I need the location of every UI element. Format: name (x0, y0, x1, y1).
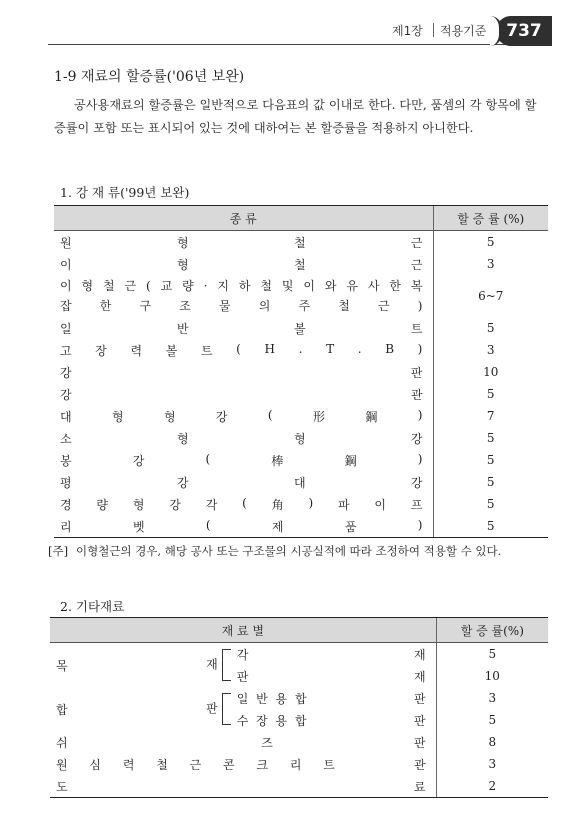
sheet-c: 판 (414, 735, 426, 750)
steel-rate: 10 (433, 361, 548, 383)
steel-kind-line2: 잡 한 구 조 물 의 주 철 근 ) (60, 299, 423, 313)
steel-kind: 평 강 대 강 (60, 475, 423, 490)
steel-kind-line1: 이 형 철 근 ( 교 량 · 지 하 철 및 이 와 유 사 한 복 (60, 279, 423, 293)
steel-rate: 5 (433, 231, 548, 254)
ply-rate2: 5 (436, 709, 548, 731)
other-table (50, 617, 548, 798)
steel-kind: 리 벳 ( 제 품 ) (60, 517, 423, 534)
steel-row (54, 471, 548, 493)
ply-sub1: 일 반 용 합 (236, 691, 309, 706)
steel-rate: 5 (433, 449, 548, 471)
wood-mid: 재 (120, 643, 235, 688)
steel-rate: 3 (433, 253, 548, 275)
steel-heading: 1. 강 재 류('99년 보완) (60, 185, 190, 200)
paint-c: 료 (414, 775, 436, 798)
steel-rate: 3 (433, 339, 548, 361)
note-label: [주] (48, 544, 69, 558)
paint-rate: 2 (436, 775, 548, 798)
sheet-a: 쉬 (56, 735, 68, 750)
steel-row (54, 253, 548, 275)
wood-sub1: 각 (236, 647, 249, 662)
steel-rate: 5 (433, 493, 548, 515)
other-col-kind: 재 료 별 (50, 618, 436, 643)
other-col-rate: 할 증 률(%) (436, 618, 548, 643)
steel-kind: 봉 강 ( 棒 鋼 ) (60, 451, 423, 468)
steel-row (54, 383, 548, 405)
ply-end1: 판 (414, 691, 426, 706)
section-title: 1-9 재료의 할증률('06년 보완) (54, 69, 245, 85)
steel-kind: 소 형 형 강 (60, 431, 423, 446)
steel-kind: 대 형 형 강 ( 形 鋼 ) (60, 407, 423, 424)
pipe-rate: 3 (436, 753, 548, 775)
wood-name: 목 (56, 658, 68, 673)
steel-row (54, 515, 548, 538)
header-chapter: 제1장 (392, 24, 423, 38)
steel-row (54, 317, 548, 339)
steel-rate: 6~7 (433, 275, 548, 317)
steel-rate: 5 (433, 427, 548, 449)
wood-sub2: 판 (236, 669, 249, 684)
steel-rate: 5 (433, 471, 548, 493)
ply-sub2: 수 장 용 합 (236, 713, 309, 728)
steel-rate: 7 (433, 405, 548, 427)
steel-kind: 강 관 (60, 387, 423, 402)
ply-name: 합 (56, 702, 68, 717)
wood-rate1: 5 (436, 643, 548, 666)
wood-end2: 재 (414, 669, 426, 684)
steel-table (54, 205, 548, 538)
steel-row (54, 405, 548, 427)
wood-rate2: 10 (436, 665, 548, 687)
sheet-rate: 8 (436, 731, 548, 753)
bracket-icon (222, 693, 231, 725)
steel-rate: 5 (433, 383, 548, 405)
header-section: 적용기준 (440, 24, 487, 38)
page-number: 737 (496, 16, 552, 46)
paint-a: 도 (50, 775, 120, 798)
steel-rate: 5 (433, 515, 548, 538)
steel-kind: 고 장 력 볼 트 ( H . T . B ) (60, 341, 423, 358)
steel-col-rate: 할 증 률 (%) (433, 206, 548, 231)
note-text: 이형철근의 경우, 해당 공사 또는 구조물의 시공실적에 따라 조정하여 적용할 수 있다. (76, 544, 502, 558)
steel-row (54, 493, 548, 515)
steel-col-kind: 종 류 (54, 206, 433, 231)
intro-paragraph: 공사용재료의 할증률은 일반적으로 다음표의 값 이내로 한다. 다만, 품셈의 각 항목에 할증률이 포함 또는 표시되어 있는 것에 대하여는 본 할증률을 적용하지 아니한다. (54, 98, 537, 135)
steel-kind-multiline (54, 275, 433, 317)
bracket-icon (222, 649, 231, 681)
steel-row (54, 275, 548, 317)
steel-row (54, 231, 548, 254)
sheet-b: 즈 (261, 735, 273, 750)
pipe-a: 원 심 력 철 근 콘 크 리 트 (56, 757, 335, 772)
ply-end2: 판 (414, 713, 426, 728)
header-divider (433, 23, 434, 37)
ply-rate1: 3 (436, 687, 548, 709)
steel-row (54, 361, 548, 383)
steel-kind: 경 량 형 강 각 ( 角 ) 파 이 프 (60, 495, 423, 512)
other-heading: 2. 기타재료 (60, 599, 125, 614)
steel-kind: 이 형 철 근 (60, 257, 423, 272)
pipe-c: 관 (414, 757, 426, 772)
ply-mid: 판 (120, 687, 235, 731)
steel-row (54, 449, 548, 471)
steel-kind: 일 반 볼 트 (60, 321, 423, 336)
steel-rate: 5 (433, 317, 548, 339)
wood-end1: 재 (414, 647, 426, 662)
header-rule (48, 44, 548, 45)
steel-kind: 원 형 철 근 (60, 235, 423, 250)
steel-kind: 강 판 (60, 365, 423, 380)
steel-row (54, 339, 548, 361)
steel-row (54, 427, 548, 449)
